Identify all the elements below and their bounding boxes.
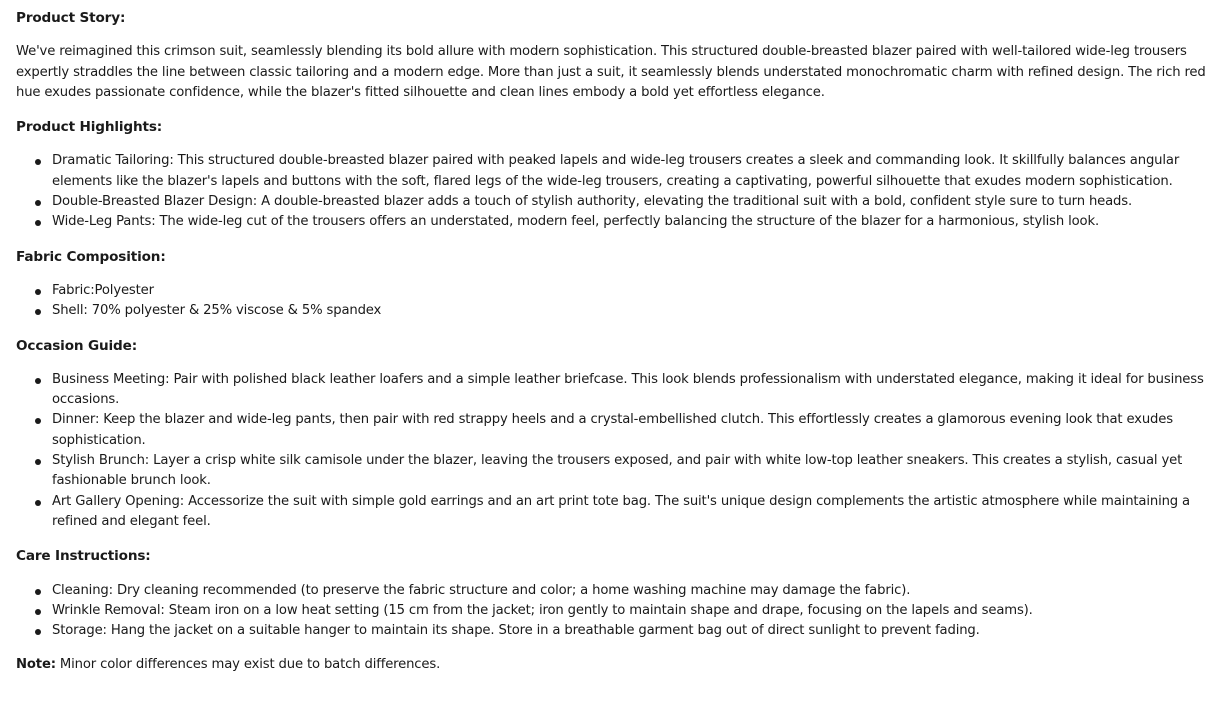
list-item-text: Shell: 70% polyester & 25% viscose & 5% spandex xyxy=(52,303,382,319)
product-highlights-list xyxy=(16,151,1211,232)
list-item xyxy=(52,581,1211,601)
list-item-text: Wrinkle Removal: Steam iron on a low heat setting (15 cm from the jacket; iron gently to maintain shape and drape, focusing on the lapels and seams). xyxy=(52,602,1033,618)
list-item xyxy=(52,151,1211,192)
occasion-guide-heading: Occasion Guide: xyxy=(16,337,137,354)
fabric-composition-heading: Fabric Composition: xyxy=(16,248,166,265)
list-item xyxy=(52,492,1211,533)
list-item-text: Stylish Brunch: Layer a crisp white silk camisole under the blazer, leaving the trousers exposed, and pair with white low-top leather sneakers. This creates a stylish, casual yet fashionable brunch look. xyxy=(52,453,1183,489)
list-item-text: Dinner: Keep the blazer and wide-leg pants, then pair with red strappy heels and a crystal-embellished clutch. This effortlessly creates a glamorous evening look that exudes sophistication. xyxy=(52,412,1173,448)
product-story-heading: Product Story: xyxy=(16,10,126,26)
product-highlights-heading: Product Highlights: xyxy=(16,119,163,136)
bullet-icon xyxy=(35,459,41,465)
bullet-icon xyxy=(35,220,41,226)
list-item xyxy=(52,451,1211,492)
list-item xyxy=(52,212,1211,232)
bullet-icon xyxy=(35,629,41,635)
list-item-text: Art Gallery Opening: Accessorize the suit with simple gold earrings and an art print tote bag. The suit's unique design complements the artistic atmosphere while maintaining a refined and elegant feel. xyxy=(52,493,1190,529)
care-instructions-heading: Care Instructions: xyxy=(16,548,151,565)
bullet-icon xyxy=(35,378,41,384)
list-item xyxy=(52,410,1211,451)
bullet-icon xyxy=(35,159,41,165)
note xyxy=(16,655,1211,675)
list-item-text: Fabric:Polyester xyxy=(52,282,154,298)
note-label: Note: xyxy=(16,657,56,673)
bullet-icon xyxy=(35,289,41,295)
list-item-text: Business Meeting: Pair with polished black leather loafers and a simple leather briefcase. This look blends professionalism with understated elegance, making it ideal for business occasions. xyxy=(52,371,1204,408)
list-item-text: Storage: Hang the jacket on a suitable hanger to maintain its shape. Store in a breathable garment bag out of direct sunlight to prevent fading. xyxy=(52,623,980,639)
list-item-text: Cleaning: Dry cleaning recommended (to preserve the fabric structure and color; a home washing machine may damage the fabric). xyxy=(52,582,911,598)
occasion-guide-list xyxy=(16,370,1211,532)
product-story-text: We've reimagined this crimson suit, seamlessly blending its bold allure with modern sophistication. This structured double-breasted blazer paired with well-tailored wide-leg trousers expertly straddles the line between classic tailoring and a modern edge. More than just a suit, it seamlessly blends understated monochromatic charm with refined design. The rich red hue exudes passionate confidence, while the blazer's fitted silhouette and clean lines embody a bold yet effortless elegance. xyxy=(16,44,1206,100)
list-item xyxy=(52,192,1211,212)
list-item-text: Dramatic Tailoring: This structured double-breasted blazer paired with peaked lapels and wide-leg trousers creates a sleek and commanding look. It skillfully balances angular elements like the blazer's lapels and buttons with the soft, flared legs of the wide-leg trousers, creating a captivating, powerful silhouette that exudes modern sophistication. xyxy=(52,153,1180,189)
list-item xyxy=(52,281,1211,301)
fabric-composition-list xyxy=(16,281,1211,322)
bullet-icon xyxy=(35,609,41,615)
list-item-text: Wide-Leg Pants: The wide-leg cut of the trousers offers an understated, modern feel, perfectly balancing the structure of the blazer for a harmonious, stylish look. xyxy=(52,214,1099,230)
list-item xyxy=(52,301,1211,321)
bullet-icon xyxy=(35,309,41,315)
list-item-text: Double-Breasted Blazer Design: A double-breasted blazer adds a touch of stylish authority, elevating the traditional suit with a bold, confident style sure to turn heads. xyxy=(52,194,1133,210)
bullet-icon xyxy=(35,500,41,506)
care-instructions-list xyxy=(16,581,1211,642)
list-item xyxy=(52,601,1211,621)
list-item xyxy=(52,370,1211,411)
bullet-icon xyxy=(35,200,41,206)
note-text: Minor color differences may exist due to batch differences. xyxy=(55,657,441,673)
list-item xyxy=(52,621,1211,641)
bullet-icon xyxy=(35,418,41,424)
bullet-icon xyxy=(35,589,41,595)
